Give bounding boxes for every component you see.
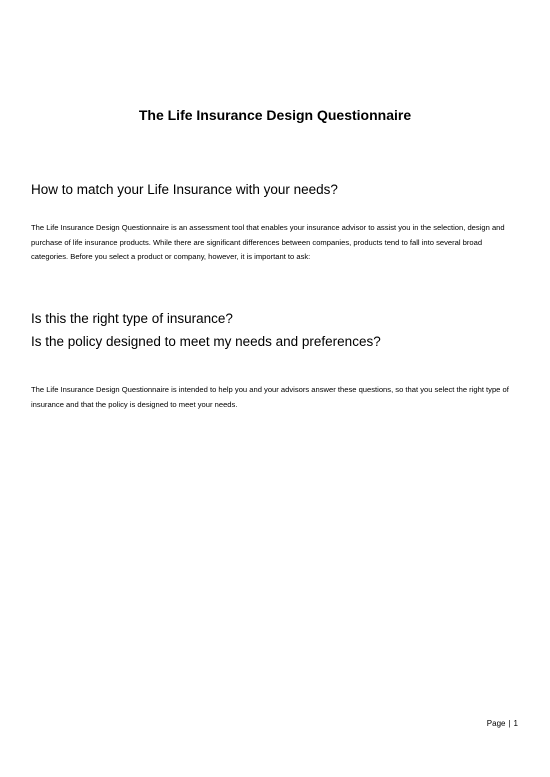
section-heading-match-needs: How to match your Life Insurance with your needs? xyxy=(31,182,338,197)
question-policy-designed: Is the policy designed to meet my needs and preferences? xyxy=(31,334,381,349)
page-footer xyxy=(0,718,518,730)
closing-paragraph: The Life Insurance Design Questionnaire is intended to help you and your advisors answer these questions, so that you select the right type of insurance and that the policy is designed to meet your needs. xyxy=(31,385,509,409)
page-separator: | xyxy=(508,719,511,728)
page-label: Page xyxy=(486,719,506,728)
intro-paragraph: The Life Insurance Design Questionnaire is an assessment tool that enables your insurance advisor to assist you in the selection, design and purchase of life insurance products. While there are significant differences between companies, products tend to fall into several broad categories. Before you select a product or company, however, it is important to ask: xyxy=(31,223,505,261)
question-right-type: Is this the right type of insurance? xyxy=(31,311,233,326)
page-number: 1 xyxy=(513,719,518,728)
document-title: The Life Insurance Design Questionnaire xyxy=(138,107,412,123)
